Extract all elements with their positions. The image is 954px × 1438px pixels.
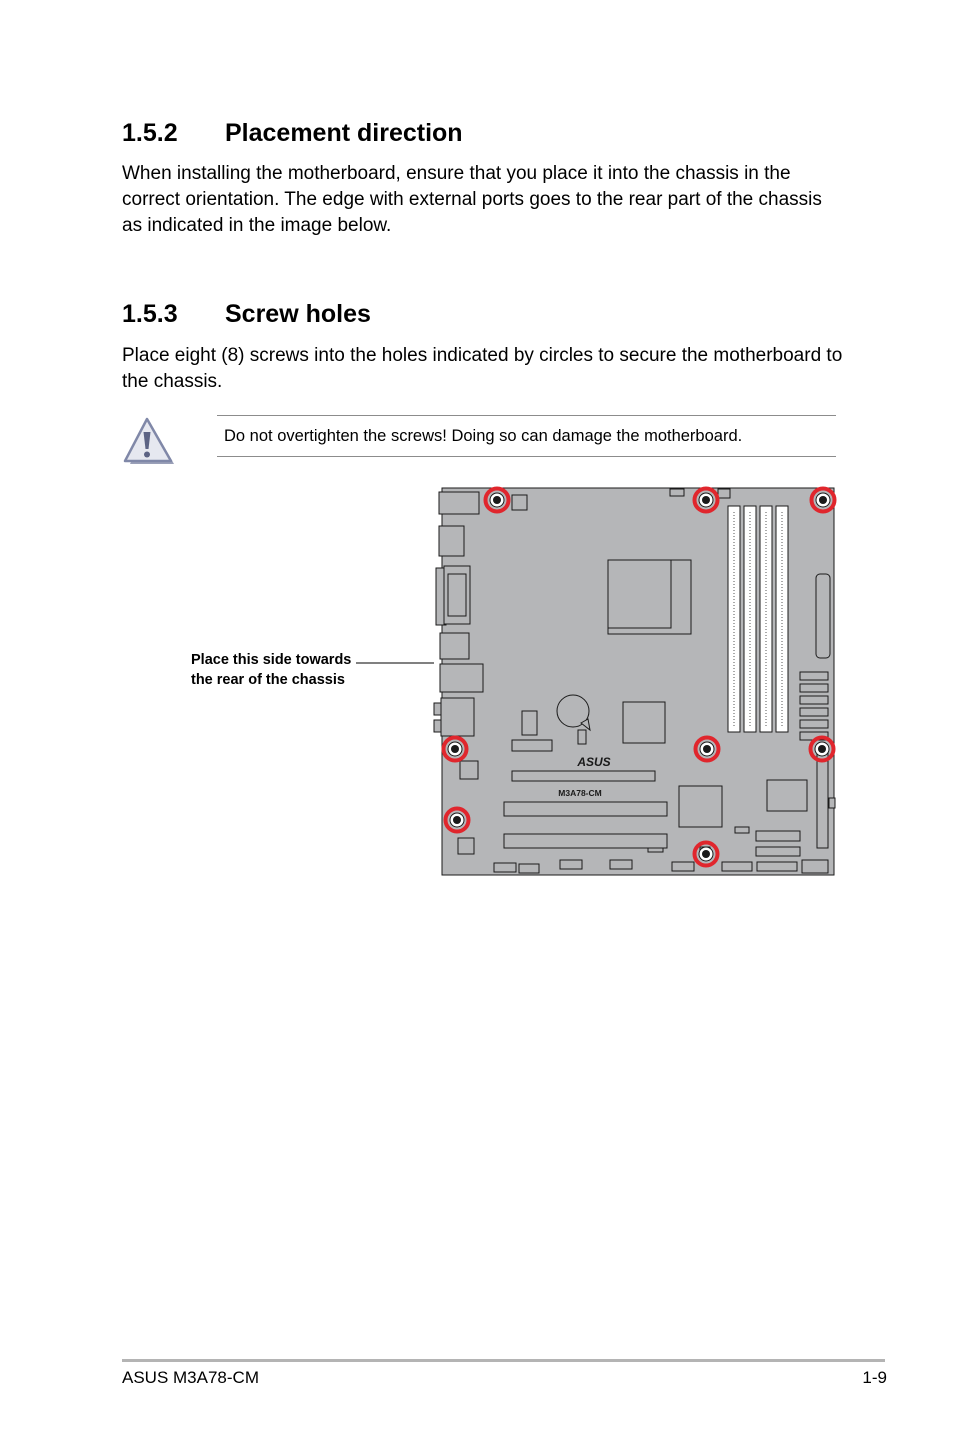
pcie-slot [512, 771, 655, 781]
section-heading-placement [122, 118, 463, 148]
board-header [460, 761, 478, 779]
io-chip [767, 780, 807, 811]
footer-page-number: 1-9 [862, 1368, 887, 1387]
io-port [448, 574, 466, 616]
board-header [756, 831, 800, 841]
footer-rule [122, 1359, 885, 1362]
section-title: Screw holes [225, 300, 371, 328]
section-number: 1.5.3 [122, 300, 178, 328]
ide-connector [817, 748, 828, 848]
board-header [735, 827, 749, 833]
caution-text: Do not overtighten the screws! Doing so can damage the motherboard. [224, 427, 743, 445]
section-number: 1.5.2 [122, 119, 178, 147]
board-header [512, 740, 552, 751]
motherboard-diagram [432, 478, 844, 883]
sata-connector [800, 708, 828, 716]
board-header [512, 495, 527, 510]
fan-header [670, 489, 684, 496]
board-header [756, 847, 800, 856]
board-header [802, 860, 828, 873]
board-header [722, 862, 752, 871]
sata-connector [800, 672, 828, 680]
io-port [440, 664, 483, 692]
board-header [829, 798, 835, 808]
sata-connector [800, 720, 828, 728]
callout-line-2: the rear of the chassis [191, 672, 345, 688]
placement-paragraph: When installing the motherboard, ensure that you place it into the chassis in the correct orientation. The edge with external ports goes to the rear part of the chassis as indicated in the image below. [122, 163, 822, 236]
asus-logo: ASUS [577, 755, 611, 769]
motherboard-outline [442, 488, 834, 875]
board-header [757, 862, 797, 871]
section-title: Placement direction [225, 119, 463, 147]
board-header [494, 863, 516, 872]
board-header [522, 711, 537, 735]
io-port [439, 526, 464, 556]
cpu-socket-inner [608, 560, 671, 628]
northbridge-chip [623, 702, 665, 743]
fan-header [718, 489, 730, 498]
callout-leader-line [356, 662, 434, 664]
footer-product-name: ASUS M3A78-CM [122, 1368, 259, 1387]
io-port [440, 633, 469, 659]
screw-holes-paragraph: Place eight (8) screws into the holes indicated by circles to secure the motherboard to the chassis. [122, 345, 843, 392]
board-header [672, 862, 694, 871]
io-port [439, 492, 479, 514]
southbridge-chip [679, 786, 722, 827]
power-connector [816, 574, 830, 658]
pci-slot [504, 802, 667, 816]
io-port [441, 698, 474, 736]
sata-connector [800, 696, 828, 704]
board-header [519, 864, 539, 873]
board-header [458, 838, 474, 854]
callout-line-1: Place this side towards [191, 652, 352, 668]
board-header [560, 860, 582, 869]
board-model-label: M3A78-CM [558, 788, 602, 798]
board-header [578, 730, 586, 744]
warning-triangle-icon [122, 416, 176, 466]
section-heading-screw-holes [122, 299, 371, 329]
pci-slot [504, 834, 667, 848]
board-header [610, 860, 632, 869]
rear-side-callout [191, 650, 351, 690]
sata-connector [800, 684, 828, 692]
caution-note [217, 415, 836, 457]
